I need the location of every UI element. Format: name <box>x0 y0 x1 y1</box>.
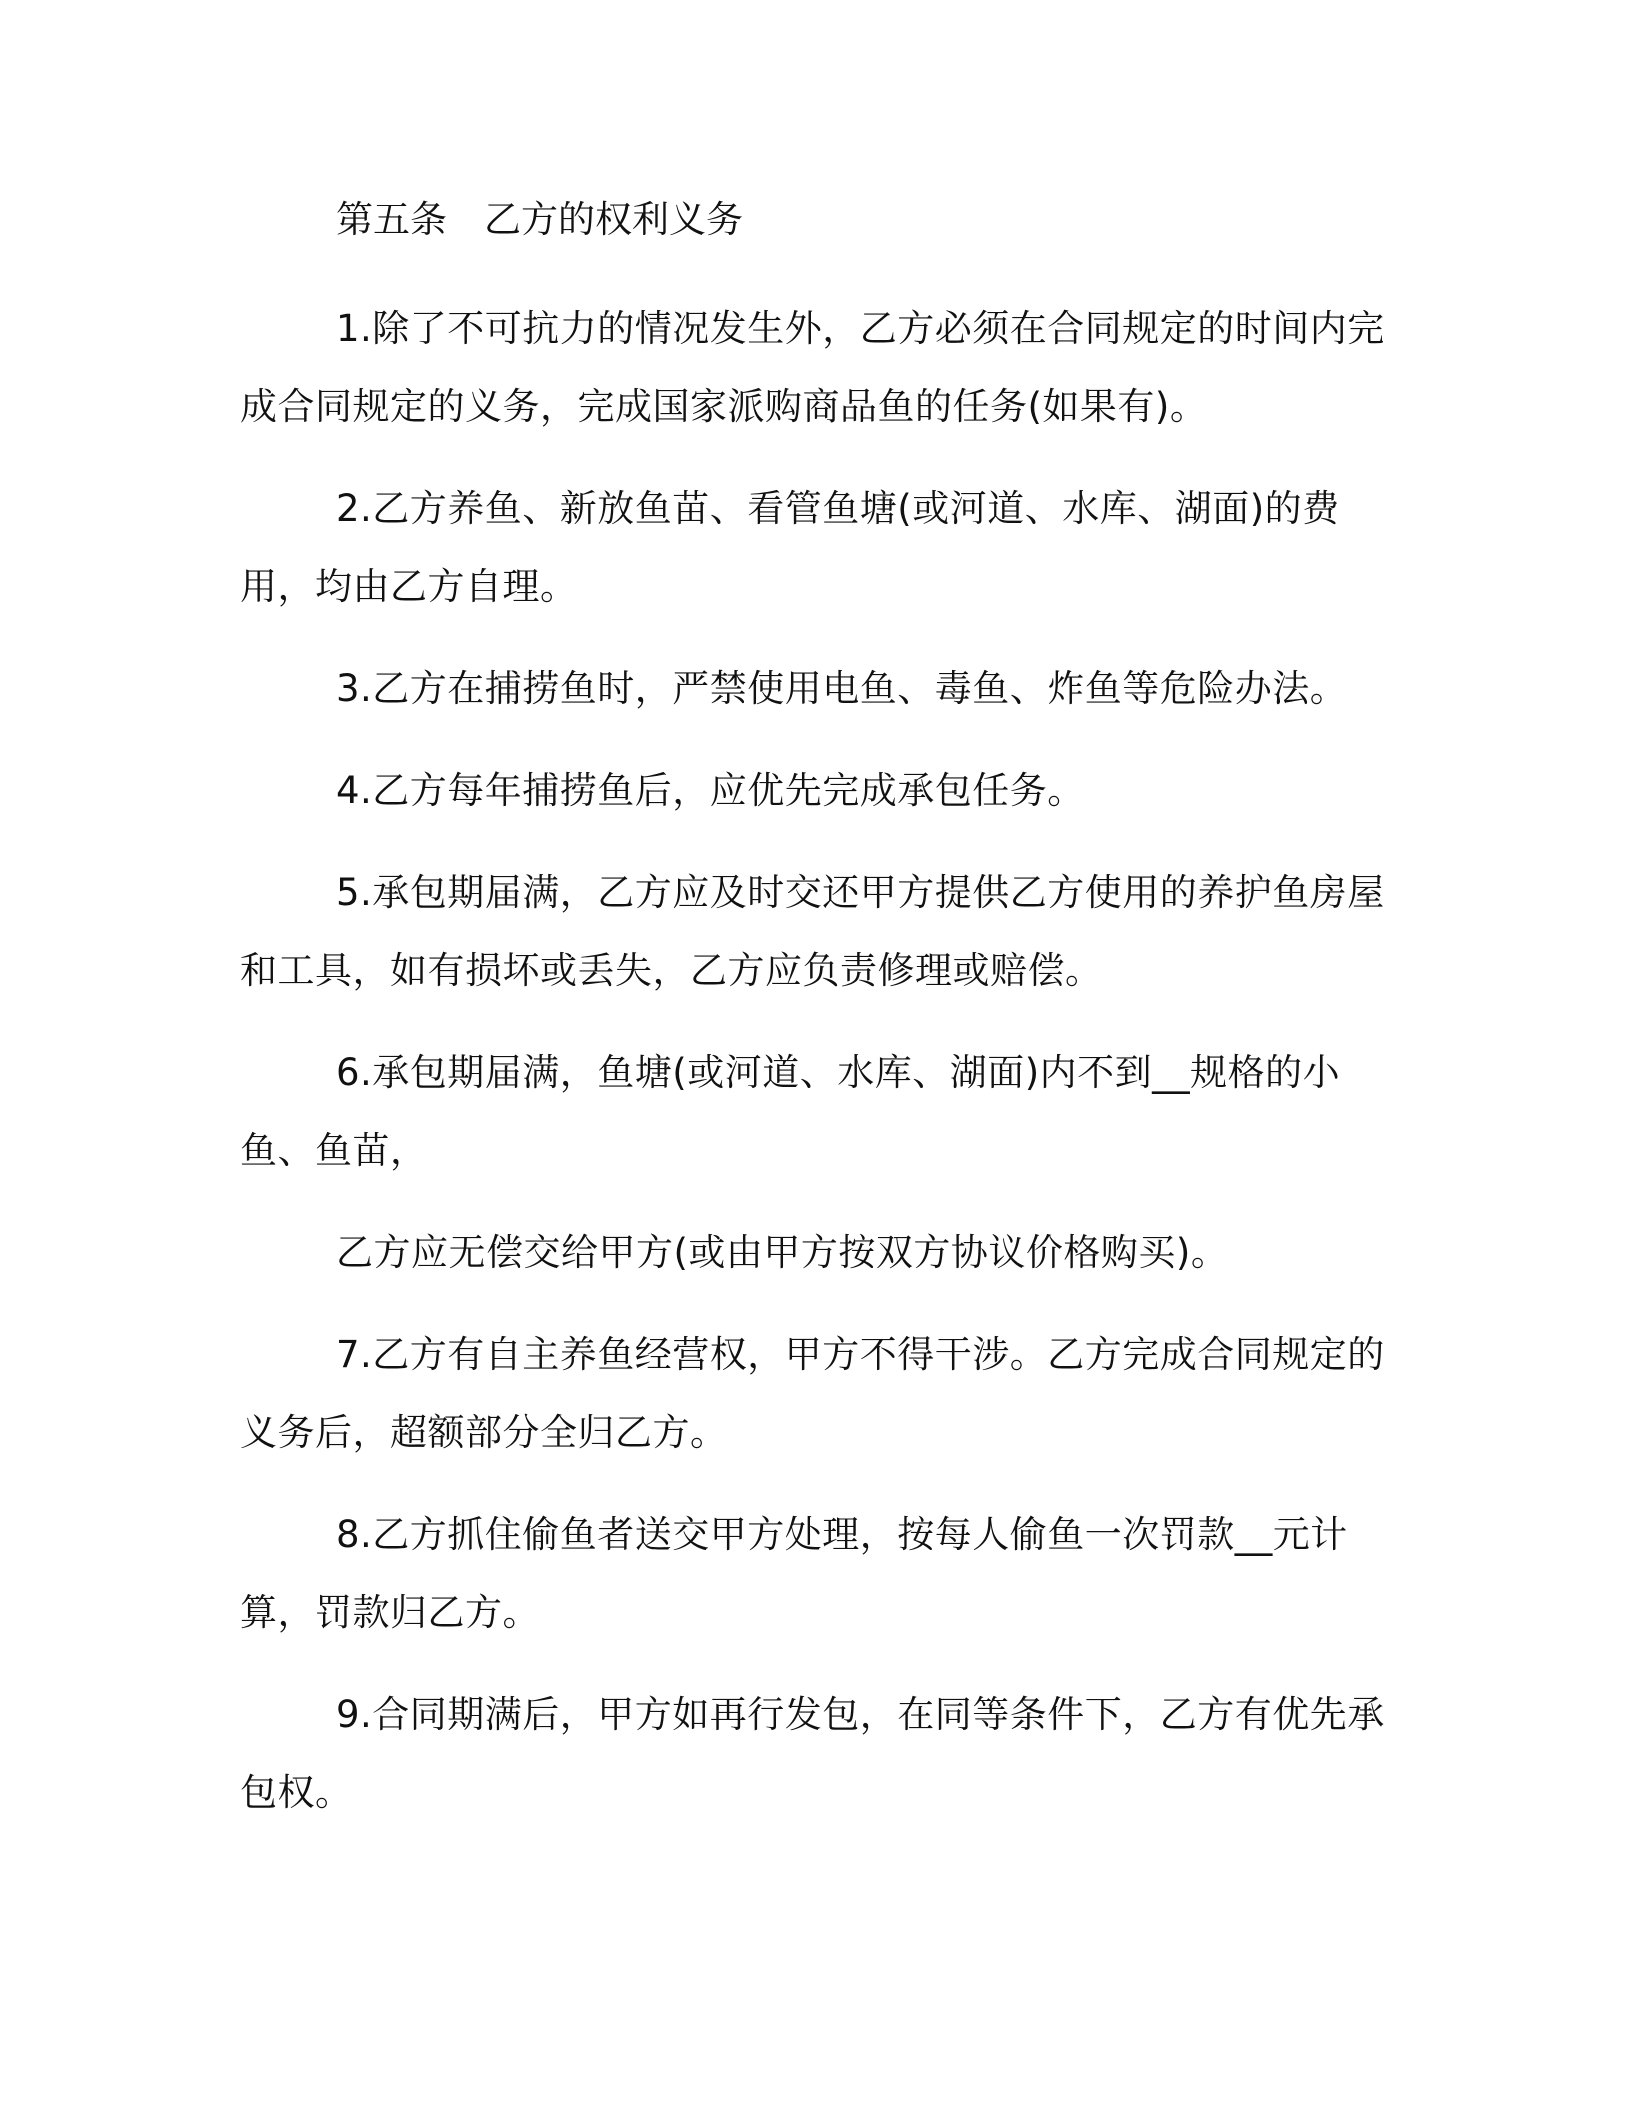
paragraph-3: 3.乙方在捕捞鱼时，严禁使用电鱼、毒鱼、炸鱼等危险办法。 <box>336 667 1348 710</box>
paragraph-9: 9.合同期满后，甲方如再行发包，在同等条件下，乙方有优先承包权。 <box>240 1693 1385 1814</box>
paragraph-6-continued: 乙方应无偿交给甲方(或由甲方按双方协议价格购买)。 <box>336 1231 1229 1274</box>
paragraph-6: 6.承包期届满，鱼塘(或河道、水库、湖面)内不到__规格的小鱼、鱼苗， <box>240 1051 1341 1172</box>
section-heading: 第五条 乙方的权利义务 <box>336 198 743 241</box>
paragraph-5: 5.承包期届满，乙方应及时交还甲方提供乙方使用的养护鱼房屋和工具，如有损坏或丢失，乙方应负责修理或赔偿。 <box>240 871 1385 992</box>
paragraph-4: 4.乙方每年捕捞鱼后，应优先完成承包任务。 <box>336 769 1085 812</box>
paragraph-1: 1.除了不可抗力的情况发生外，乙方必须在合同规定的时间内完成合同规定的义务，完成国家派购商品鱼的任务(如果有)。 <box>240 307 1385 428</box>
paragraph-8: 8.乙方抓住偷鱼者送交甲方处理，按每人偷鱼一次罚款__元计算，罚款归乙方。 <box>240 1513 1348 1634</box>
paragraph-2: 2.乙方养鱼、新放鱼苗、看管鱼塘(或河道、水库、湖面)的费用，均由乙方自理。 <box>240 487 1340 608</box>
paragraph-7: 7.乙方有自主养鱼经营权，甲方不得干涉。乙方完成合同规定的义务后，超额部分全归乙方。 <box>240 1333 1385 1454</box>
